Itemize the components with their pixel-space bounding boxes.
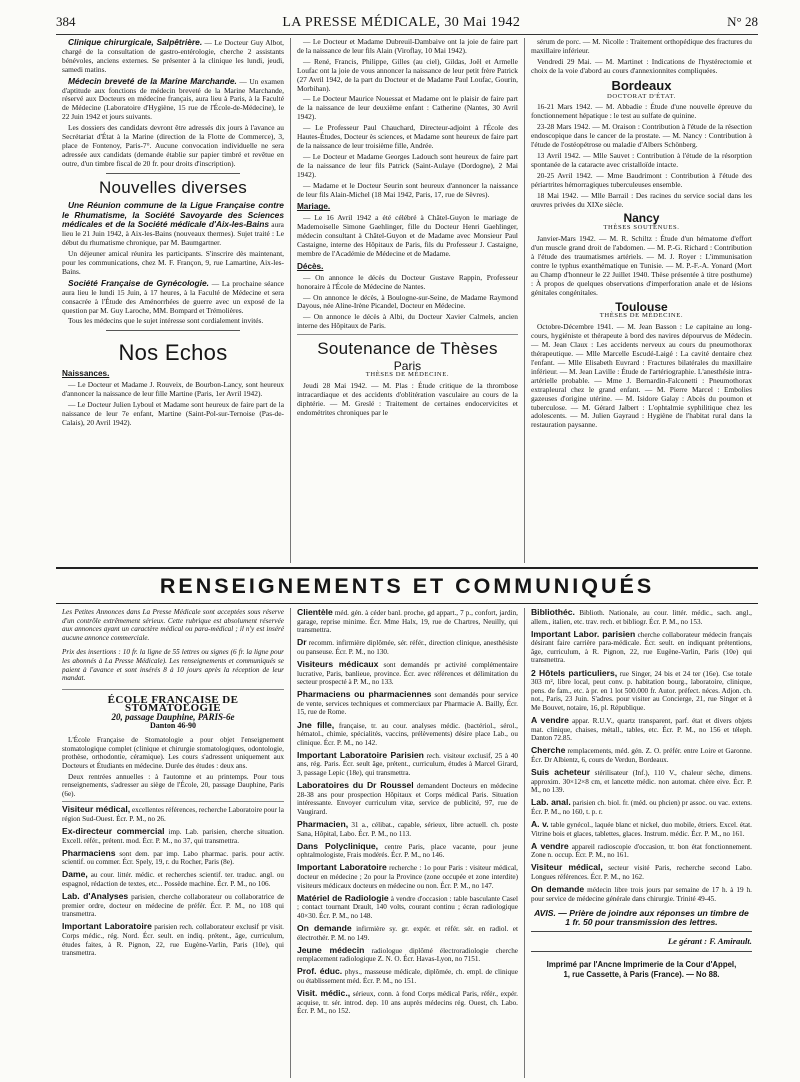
heading-marine: Médecin breveté de la Marine Marchande. bbox=[68, 75, 237, 86]
classified-ad bbox=[531, 798, 752, 816]
classified-ad-text: méd. gén. à céder banl. proche, gd appart., 7 p., confort, jardin, garage, reprise minime. Écr. Mme Halx, 19, rue de Chartres, Neuilly, qui transmettra. bbox=[296, 609, 518, 635]
classified-ad-title: Laboratoires du Dr Roussel bbox=[296, 780, 414, 791]
divider bbox=[62, 801, 284, 802]
text-reunion: aura lieu le 21 Juin 1942, à Aix-les-Bains (nouveaux thermes). Sujet traité : Le début du rhumatisme chronique, par M. Baumgartner. bbox=[62, 220, 284, 248]
text-salpetriere: — Le Docteur Guy Albot, chargé de la consultation de gastro-entérologie, cherche 2 assistants bénévoles, anciens externes. Se présenter à la clinique les lundi, jeudi, samedi matins. bbox=[62, 38, 284, 74]
subheading-theses-soutenues: THÈSES SOUTENUES. bbox=[603, 224, 680, 232]
text-bordeaux-4: 20-25 Avril 1942. — Mme Baudrimont : Contribution à l'étude des périartrites hémorragiques tuberculeuses ensemble. bbox=[530, 170, 752, 189]
classified-ad-text: radiologue diplômé électroradiologie cherche remplacement radiologique Z. N. O. Écr. Havas-Lyon, no 7151. bbox=[296, 946, 518, 964]
classified-ad-text: sérieux, conn. à fond Corps médical Paris, référ., expér. acquise, tr. sér. introd. dep. 10 ans auprès médecins rég. Ouest, ch. Labo. Écr. P. M., no 152. bbox=[296, 989, 518, 1016]
classified-ad-title: Dame, bbox=[62, 869, 88, 880]
classified-ad-text: infirmière sy. gr. expér. et référ. sér. en radiol. et électrothér. P. M. no 149. bbox=[296, 924, 518, 942]
classified-ad-text: centre Paris, place vacante, pour jeune ophtalmologiste, Frais modérés. Écr. P. M., no 146. bbox=[296, 842, 518, 860]
classified-ad-title: Suis acheteur bbox=[530, 767, 591, 777]
classified-ad-text: rech. visiteur exclusif, 25 à 40 ans, rég. Paris. Écr. seult âge, prétent., curriculum, études à Marcel Girard, 3, passage Lepic (18e), qui transmettra. bbox=[296, 751, 518, 777]
avis-notice: AVIS. — Prière de joindre aux réponses un timbre de 1 fr. 50 pour transmission des lettres. bbox=[531, 909, 752, 932]
text-bordeaux-5: 18 Mai 1942. — Mlle Barrail : Des racines du service social dans les œuvres privées du XIXe siècle. bbox=[530, 190, 752, 209]
classified-ad bbox=[531, 820, 752, 838]
divider bbox=[297, 334, 518, 335]
text-naissance-1: — Le Docteur et Madame Dubreuil-Dambaive ont la joie de faire part de la naissance de leur fils Alain (Viroflay, 10 Mai 1942). bbox=[296, 38, 518, 55]
classified-ad-text: table gynécol., laquée blanc et nickel, duo mobile, étriers. Excel. état. Vitrine bois et glaces, tablettes, glaces. Instrum. médic. Écr. P. M., no 161. bbox=[530, 820, 752, 838]
classified-ad bbox=[297, 946, 518, 964]
classified-ad bbox=[297, 721, 518, 748]
classified-ad-title: Jeune médecin bbox=[296, 944, 365, 955]
classified-ad-text: remplacements, méd. gén. Z. O. préfér. entre Loire et Garonne. Écr. Dr Albientz, 6, cours de Verdun, Bordeaux. bbox=[530, 747, 752, 764]
subheading-doctorat: DOCTORAT D'ÉTAT. bbox=[607, 92, 676, 100]
heading-paris: Paris bbox=[393, 359, 422, 374]
classified-ad-title: Dr bbox=[296, 637, 307, 648]
ecole-text-2: Deux rentrées annuelles : à l'automne et au printemps. Pour tous renseignements, s'adresser au siège de l'École, 20, passage Dauphine, Paris (6e). bbox=[62, 772, 284, 798]
journal-title: LA PRESSE MÉDICALE, 30 Mai 1942 bbox=[282, 15, 521, 30]
heading-mariage: Mariage. bbox=[296, 202, 331, 212]
divider bbox=[106, 173, 239, 174]
ecole-stomatologie-title: ÉCOLE FRANÇAISE DE STOMATOLOGIE bbox=[107, 693, 239, 715]
classifieds-columns bbox=[56, 608, 758, 1078]
classified-ad-text: sont demandés pr activité complémentaire lucrative, Paris, banlieue, province. Écr. avec références et délimitation du secteur prospecté à P. M., no 133. bbox=[296, 660, 518, 687]
classified-ad bbox=[297, 638, 518, 656]
text-bordeaux-1: 16-21 Mars 1942. — M. Abbadie : Étude d'une nouvelle épreuve du fonctionnement hépatique : le test au sulfate de quinine. bbox=[530, 102, 752, 121]
text-naissance-6: — Madame et le Docteur Seurin sont heureux d'annoncer la naissance de leur fils Alain-Michel (18 Mai 1942, Paris, 17, rue de Sèvres). bbox=[296, 180, 518, 199]
classified-ad-text: à vendre d'occasion : table basculante Casel ; contact tournant Drault, 140 volts, courant continu ; écran radiologique 40×30. Écr. P. M., no 148. bbox=[296, 894, 518, 920]
classified-ad-title: Pharmaciens ou pharmaciennes bbox=[296, 689, 432, 700]
classified-ad-text: 31 a., célibat., capable, sérieux, libre actuell. ch. poste Sana, Hôpital, Labo. Écr. P. M., no 113. bbox=[296, 820, 518, 838]
text-dossiers: Les dossiers des candidats devront être adressés dix jours à l'avance au Secrétariat d'État à la Marine (direction de la Flotte de Commerce), 3, place de Fontenoy, Paris-7°. Aucune convocation individuelle ne sera adressée aux candidats (demande établie sur papier timbré et revêtue en outre, d'un timbre fiscal de 20 fr. pour droits d'inscription). bbox=[62, 123, 284, 168]
classified-ad bbox=[297, 751, 518, 778]
column-middle bbox=[290, 38, 524, 563]
text-naissance-3: — Le Docteur Maurice Nouessat et Madame ont le plaisir de faire part de la naissance de leur deuxième enfant : Catherine (Nantes, 30 Avril 1942). bbox=[296, 94, 518, 122]
classified-ad-title: A. v. bbox=[530, 818, 549, 829]
text-nancy: Janvier-Mars 1942. — M. R. Schiltz : Étude d'un hématome d'effort d'un muscle grand droit de l'abdomen. — M. P.-G. Richard : Contribution à l'étude des traumatismes artériels. — M. J. Royer : L'immunisation contre le typhus exanthématique en Tunisie. — M. P.-F.-A. Yonard (Mort au Champ d'honneur le 22 Juillet 1940. Thèse présentée à titre posthume) : À propos de quelques observations d'imperforation anale et de lésions génitales congénitales. bbox=[530, 234, 752, 297]
classified-ad-text: parisien, cherche collaborateur ou collaboratrice de premier ordre, docteur en médecine de préfér. Écr. P. M., no 108 qui transmettra. bbox=[62, 893, 284, 919]
classified-ad-title: Visit. médic., bbox=[296, 987, 351, 998]
classified-ad-title: Visiteur médical, bbox=[62, 804, 131, 815]
classified-ad bbox=[297, 894, 518, 921]
classified-ad bbox=[297, 820, 518, 838]
section-nos-echos: Nos Echos bbox=[118, 340, 228, 366]
text-toulouse: Octobre-Décembre 1941. — M. Jean Basson : Le capitaine au long-cours, hygiéniste et thérapeute à bord des navires dépourvus de Médecin. — M. Jean Claux : Les accidents nerveux au cours du pneumothorax thérapeutique. — Mlle Marcelle Escudé-Laigé : La cavité dentaire chez l'enfant. — Mlle Elisabeth Euvrard : Fractures bilatérales du maxillaire inférieur. — M. Jean Laville : Étude de l'artériographie. L'anesthésie intra-artérielle probable. — Mme J. Bernardin-Falconetti : Pneumothorax extrapleural chez le grand enfant. — M. Pierre Marcel : Embolies gazeuses d'origine utérine. — M. Isidore Galay : Abcès du poumon et tuberculose. — M. Gérard Jalbert : L'ophtalmie syphilitique chez les adolescents. — M. Julien Gayraud : Hygiène de l'habitat rural dans la restauration paysanne. bbox=[530, 322, 752, 430]
classified-ad-title: Jne fille, bbox=[296, 719, 335, 730]
heading-gynecologie: Société Française de Gynécologie. bbox=[68, 277, 209, 288]
classified-ad-text: médecin libre trois jours par semaine de 17 h. à 19 h. pour service de médecine générale dans chirurgie. Trinité 49-45. bbox=[530, 886, 752, 903]
text-naissance-lyboul: — Le Docteur Julien Lyboul et Madame sont heureux de faire part de la naissance de leur 7e enfant, Martine (Saint-Pol-sur-Ternoise (Pas-de-Calais), 20 Avril 1942). bbox=[62, 400, 284, 427]
classified-ad-title: Pharmacien, bbox=[296, 818, 349, 829]
text-theses-paris: Jeudi 28 Mai 1942. — M. Plas : Étude critique de la thrombose intracardiaque et des accidents d'oblitération vasculaire au cours de la diphtérie. — M. Greslé : Traitement de certaines endocervicites et endométrites chroniques par le bbox=[296, 380, 518, 417]
classified-ad-text: excellentes références, recherche Laboratoire pour la région Sud-Ouest. Écr. P. M., no 26. bbox=[62, 806, 284, 823]
text-deces-3: — On annonce le décès à Albi, du Docteur Xavier Calmels, ancien interne des Hôpitaux de Paris. bbox=[296, 312, 518, 331]
classified-ad bbox=[297, 842, 518, 860]
classified-ad bbox=[62, 870, 284, 888]
classified-ad-title: Bibliothéc. bbox=[530, 608, 575, 617]
text-gynecologie: — La prochaine séance aura lieu le lundi 15 Juin, à 17 heures, à la Faculté de Médecine et sera consacrée à l'Étude des Aménorrhées de guerre avec un exposé de la question par M. Guy Laroche, MM. Bompard et Trémolières. bbox=[62, 278, 284, 315]
divider bbox=[62, 689, 284, 690]
text-mariage: — Le 16 Avril 1942 a été célébré à Châtel-Guyon le mariage de Mademoiselle Simone Gaehlinger, fille du Docteur Henri Gaehlinger, médecin consultant à Châtel-Guyon et de Madame avec Monsieur Paul Castaigne, interne des Hôpitaux de Paris, fils du Professeur J. Castaigne, membre de l'Académie de Médecine et de Madame. bbox=[296, 213, 518, 258]
classified-ad bbox=[531, 716, 752, 743]
column-left bbox=[56, 38, 290, 563]
section-soutenance-theses: Soutenance de Thèses bbox=[317, 339, 498, 359]
subheading-theses-medecine-toulouse: THÈSES DE MÉDECINE. bbox=[599, 312, 684, 320]
upper-columns bbox=[56, 38, 758, 563]
classified-ad-title: Important Laboratoire Parisien bbox=[296, 749, 424, 760]
ecole-text-1: L'École Française de Stomatologie a pour objet l'enseignement stomatologique complet (clinique et chirurgie stomatologiques, odontologie, prothèse, orthodontie, céramique). Les cours s'adressent uniquement aux Docteurs et Étudiants en médecine. Durée des études : deux ans. bbox=[62, 736, 284, 770]
classified-ad-text: imp. Lab. parisien, cherche situation. Excell. référ., prétent. mod. Écr. P. M., no 37, qui transmettra. bbox=[62, 827, 284, 845]
text-marine: — Un examen d'aptitude aux fonctions de médecin breveté de la Marine Marchande, réservé aux Docteurs en médecine français, aura lieu à Paris, à la Faculté de Médecine (Laboratoire d'Hygiène, 15 rue de l'École-de-Médecine), le 22 Juin 1942 et jours suivants. bbox=[62, 76, 284, 122]
classified-ad-text: secteur visité Paris, recherche second Labo. Longues références. Écr. P. M., no 162. bbox=[530, 864, 752, 881]
classified-ad bbox=[531, 746, 752, 764]
classified-ad bbox=[62, 922, 284, 957]
classified-ad bbox=[531, 608, 752, 626]
section-nouvelles-diverses: Nouvelles diverses bbox=[98, 177, 248, 197]
classifieds-notice: Les Petites Annonces dans La Presse Médicale sont acceptées sous réserve d'un contrôle extrêmement sérieux. Cette rubrique est absolument réservée aux annonces ayant un caractère médical ou para-médical ; il n'y est inséré aucune annonce commerciale. bbox=[62, 608, 284, 642]
classified-ad-title: Pharmaciens bbox=[62, 847, 116, 858]
text-deces-2: — On annonce le décès, à Boulogne-sur-Seine, de Madame Raymond Dayous, née Aline-Irène Picandel, Docteur en Médecine. bbox=[296, 292, 518, 311]
text-naissance-2: — René, Francis, Philippe, Gilles (au ciel), Gildas, Joël et Armelle Loufac ont la joie de vous annoncer la naissance de leur petit frère Patrick (27 Avril 1942, de la part du Docteur et de Madame Paul Loufac, Gourin, Morbihan). bbox=[296, 56, 518, 93]
text-naissance-4: — Le Professeur Paul Chauchard, Directeur-adjoint à l'École des Hautes-Études, Docteur ès sciences, et Madame sont heureux de faire part de la naissance de leur troisième fille, Andrée. bbox=[296, 123, 518, 150]
classified-ad-title: Lab. anal. bbox=[530, 797, 571, 808]
issue-number: N° 28 bbox=[727, 14, 758, 29]
text-bordeaux-3: 13 Avril 1942. — Mlle Sauvet : Contribution à l'étude de la résorption spontanée de la cataracte avec cristalloïde intacte. bbox=[530, 150, 752, 169]
ecole-phone: Danton 46-90 bbox=[149, 720, 196, 730]
text-deces-1: — On annonce le décès du Docteur Gustave Rappin, Professeur honoraire à l'École de Médecine de Nantes. bbox=[296, 272, 518, 291]
text-theses-cont: sérum de porc. — M. Nicolle : Traitement orthopédique des fractures du maxillaire inférieur. bbox=[530, 38, 752, 55]
classified-ad-title: A vendre bbox=[530, 840, 569, 851]
classified-ad bbox=[297, 690, 518, 717]
classified-ad-title: On demande bbox=[296, 922, 352, 933]
heading-bordeaux: Bordeaux bbox=[611, 77, 672, 93]
classified-ad-text: recomm. infirmière diplômée, sér. référ., direction clinique, anesthésiste ou panseuse. Écr. P. M., no 130. bbox=[296, 639, 518, 656]
classified-ad-title: Clientèle bbox=[296, 608, 333, 617]
classified-ad bbox=[62, 805, 284, 823]
classified-ad-text: sont demandés pour service de vente, services techniques et commerciaux par Pharmacie A. Bailly, Écr. 15, rue de Rome. bbox=[296, 691, 518, 717]
imprint-line-2: 1, rue Cassette, à Paris (France). — No 88. bbox=[563, 970, 720, 979]
page-number: 384 bbox=[56, 14, 76, 29]
classified-ad-text: Biblioth. Nationale, au cour. littér. médic., sach. angl., allem., italien, etc. trav. rech. et bibliogr. Écr. P. M., no 153. bbox=[530, 609, 752, 626]
classified-ad bbox=[297, 781, 518, 816]
classified-ad-text: rue Singer, 24 bis et 24 ter (16e). Cse totale 303 m², libre local, peut conv. p. habitation bourg., laboratoire, clinique, pens. de fam., etc. à pr. en 1 lot 500.000 fr. Autor. préfect. néces. Adjon. ch. not., Paris, 23 Juin. S'adres. pour visiter au Concierge, 21, rue Singer et à Me Bouvet, notaire, 16, pl. République. bbox=[530, 669, 752, 712]
heading-ligue-rhumatisme: Une Réunion commune de la Ligue Française contre le Rhumatisme, la Société Savoyarde des Sciences médicales et de la Société médicale d'Aix-les-Bains bbox=[62, 199, 284, 230]
classified-ad bbox=[531, 885, 752, 903]
classified-ad bbox=[297, 989, 518, 1016]
heading-nancy: Nancy bbox=[623, 211, 660, 226]
classifieds-column-left bbox=[56, 608, 290, 1078]
classified-ad-text: stérilisateur (Inf.), 110 V., chaleur sèche, dimens. approxim. 30×12×8 cm, et lancette médic. non automat. chère eive. Écr. P. M., no 139. bbox=[530, 769, 752, 795]
classified-ad-text: au cour. littér. médic. et recherches scientif. ter. traduc. angl. ou espagnol, rédaction de textes, etc... Possède machine. Écr. P. M., no 106. bbox=[62, 871, 284, 888]
divider bbox=[106, 330, 239, 331]
text-naissance-5: — Le Docteur et Madame Georges Ladouch sont heureux de faire part de la naissance de leur fils Patrick (Saint-Aulaye (Dordogne), 2 Mai 1942). bbox=[296, 151, 518, 179]
classified-ad bbox=[531, 842, 752, 860]
subheading-theses-medecine: THÈSES DE MÉDECINE. bbox=[365, 371, 450, 378]
classified-ad bbox=[297, 660, 518, 687]
classifieds-price: Prix des insertions : 10 fr. la ligne de 55 lettres ou signes (6 fr. la ligne pour les abonnés à La Presse Médicale). Les renseignements et communiqués se paient à l'avance et sont insérés 8 à 10 jours après la réception de leur mandat. bbox=[62, 648, 284, 683]
classified-ad-title: Visiteurs médicaux bbox=[296, 658, 379, 669]
classified-ad-title: Cherche bbox=[530, 745, 566, 756]
classified-ad-title: Important Laboratoire bbox=[296, 862, 387, 873]
text-naissance-rouveix: — Le Docteur et Madame J. Rouveix, de Bourbon-Lancy, sont heureux d'annoncer la naissance de leur fille Martine (Paris, 1er Avril 1942). bbox=[62, 380, 284, 399]
heading-toulouse: Toulouse bbox=[615, 299, 668, 314]
classified-ad-title: A vendre bbox=[530, 715, 569, 726]
classified-ad bbox=[62, 892, 284, 919]
classified-ad-title: Important Labor. parisien bbox=[530, 628, 636, 639]
classified-ad-text: demandent Docteurs en médecine 28-38 ans pour prospection Hôpitaux et Corps médical Paris. Situation intéressante. Envoyer curriculum vitæ, service de publicité, 97, rue de Vaugirard. bbox=[296, 782, 518, 816]
heading-naissances: Naissances. bbox=[62, 369, 110, 379]
classified-ad-text: parisien rech. collaborateur exclusif pr visit. Corps médic., rég. Nord. Écr. seult. en indiq. prétent., âge, curriculum, études faites, à R. Pignon, 22, rue Eugène-Varlin, Paris (10e), qui transmettra. bbox=[62, 923, 284, 958]
text-bordeaux-2: 23-28 Mars 1942. — M. Oraison : Contribution à l'étude de la résection endoscopique dans le cancer de la prostate. — M. Nancy : Contribution à l'étude de l'ostéopétrose ou maladie d'Albers Schönberg. bbox=[530, 122, 752, 150]
classified-ad-text: phys., masseuse médicale, diplômée, ch. empl. de clinique ou établissement méd. Écr. P. M., no 151. bbox=[296, 968, 518, 985]
heading-salpetriere: Clinique chirurgicale, Salpêtrière. bbox=[68, 38, 203, 47]
column-right bbox=[524, 38, 758, 563]
classified-ad-title: Dans Polyclinique, bbox=[296, 840, 379, 851]
classifieds-column-right bbox=[524, 608, 758, 1078]
page-header bbox=[56, 14, 758, 35]
classified-ad-text: recherche : 1o pour Paris : visiteur médical, docteur en médecine ; 2o pour la Province (zone occupée et zone interdite) visiteurs médicaux docteurs en médecine ou non. Écr. P. M., no 147. bbox=[296, 864, 518, 890]
classified-ad-text: appar. R.U.V., quartz transparent, parf. état et divers objets mat. clinique, chaises, métall., tables, etc. Écr. P. M., no 156 et téleph. Danton 72.85. bbox=[530, 717, 752, 743]
ecole-address: 20, passage Dauphine, PARIS-6e bbox=[111, 711, 235, 722]
classified-ad-title: Matériel de Radiologie bbox=[296, 892, 389, 903]
ads-list-middle bbox=[297, 608, 518, 1016]
ads-list-left bbox=[62, 805, 284, 957]
imprint bbox=[531, 960, 752, 980]
classified-ad-title: Ex-directeur commercial bbox=[62, 825, 165, 836]
classified-ad bbox=[531, 630, 752, 665]
classified-ad bbox=[531, 669, 752, 713]
classified-ad-title: Lab. d'Analyses bbox=[62, 891, 129, 902]
imprint-line-1: Imprimé par l'Ancne Imprimerie de la Cour d'Appel, bbox=[546, 960, 737, 969]
classified-ad-title: On demande bbox=[530, 884, 585, 895]
classified-ad bbox=[297, 608, 518, 635]
classified-ad-text: sont dem. par imp. Labo pharmac. paris. pour activ. scientif. ou commer. Écr. Spely, 19, r. du Rocher, Paris (8e). bbox=[62, 849, 284, 867]
classified-ad bbox=[531, 863, 752, 881]
section-renseignements-banner: RENSEIGNEMENTS ET COMMUNIQUÉS bbox=[56, 567, 758, 604]
heading-deces: Décès. bbox=[296, 261, 324, 271]
text-dejeuner: Un déjeuner amical réunira les participants. S'inscrire dès maintenant, pour les communications, chez M. F. Françon, 9, rue Lamartine, Aix-les-Bains. bbox=[62, 249, 284, 276]
classified-ad-title: Prof. éduc. bbox=[296, 966, 343, 977]
classifieds-column-middle bbox=[290, 608, 524, 1078]
classified-ad-title: Visiteur médical, bbox=[530, 862, 603, 873]
classified-ad bbox=[62, 827, 284, 845]
classified-ad bbox=[62, 849, 284, 867]
text-invites: Tous les médecins que le sujet intéresse sont cordialement invités. bbox=[68, 316, 264, 326]
classified-ad-text: française, tr. au cour. analyses médic. (bactériol., sérol., hématol., chimie, spécialités, vaccins, prélèvements) désire place Lab., ou clinique. Écr. P. M., no 142. bbox=[296, 721, 518, 747]
classified-ad bbox=[297, 924, 518, 942]
ads-list-right bbox=[531, 608, 752, 903]
classified-ad-text: parisien ch. biol. fr. (méd. ou phcien) pr assoc. ou vac. extens. Écr. P. M., no 160, t. p. r. bbox=[530, 799, 752, 816]
classified-ad-title: Important Laboratoire bbox=[62, 921, 152, 932]
classified-ad-text: cherche collaborateur médecin français désirant faire carrière para-médicale. Écr. seult. en indiquant prétentions, âge, curriculum, à R. Pignon, 22, rue Eugène-Varlin, Paris (10e) qui transmettra. bbox=[530, 630, 752, 665]
classified-ad-title: 2 Hôtels particuliers, bbox=[530, 667, 618, 678]
classified-ad-text: appareil radioscopie d'occasion, tr. bon état fonctionnement. Zone n. occup. Écr. P. M., no 161. bbox=[530, 842, 752, 860]
classified-ad bbox=[531, 768, 752, 795]
gerant-line: Le gérant : F. Amirault. bbox=[531, 937, 752, 952]
classified-ad bbox=[297, 863, 518, 890]
text-theses-vendredi: Vendredi 29 Mai. — M. Martinet : Indications de l'hystérectomie et choix de la voie d'abord au cours d'annexionnites compliquées. bbox=[530, 56, 752, 75]
classified-ad bbox=[297, 967, 518, 985]
